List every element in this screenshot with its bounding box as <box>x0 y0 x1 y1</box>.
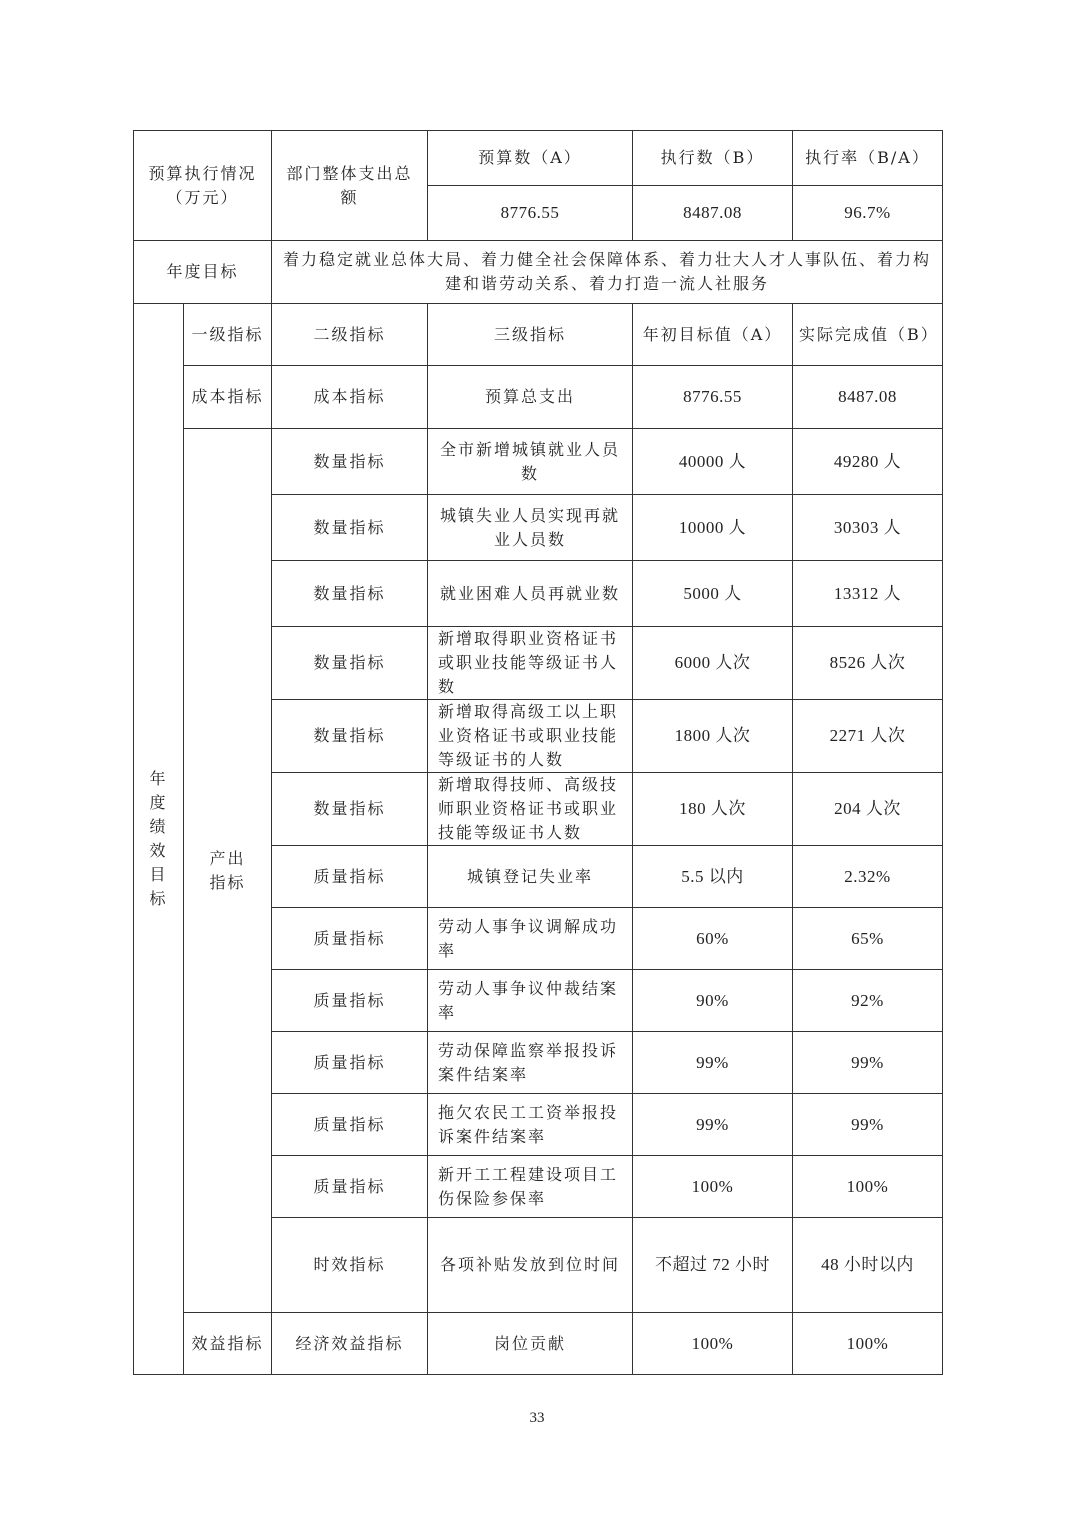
output-level2: 数量指标 <box>272 561 428 627</box>
output-actual: 204 人次 <box>793 773 943 846</box>
output-actual: 30303 人 <box>793 495 943 561</box>
output-level3: 城镇登记失业率 <box>428 846 633 908</box>
budget-value: 8776.55 <box>428 186 633 241</box>
output-level2: 质量指标 <box>272 970 428 1032</box>
output-level1: 产出指标 <box>184 429 272 1313</box>
output-actual: 100% <box>793 1156 943 1218</box>
budget-value: 8487.08 <box>633 186 793 241</box>
output-level3: 各项补贴发放到位时间 <box>428 1218 633 1313</box>
output-target: 5000 人 <box>633 561 793 627</box>
output-level2: 数量指标 <box>272 627 428 700</box>
annual-goal-label: 年度目标 <box>134 241 272 304</box>
output-target: 不超过 72 小时 <box>633 1218 793 1313</box>
budget-header: 预算数（A） <box>428 131 633 186</box>
output-actual: 13312 人 <box>793 561 943 627</box>
output-level3: 就业困难人员再就业数 <box>428 561 633 627</box>
output-level2: 数量指标 <box>272 773 428 846</box>
column-header: 二级指标 <box>272 304 428 366</box>
cost-level1: 成本指标 <box>184 366 272 429</box>
cost-target: 8776.55 <box>633 366 793 429</box>
output-actual: 2271 人次 <box>793 700 943 773</box>
output-target: 60% <box>633 908 793 970</box>
budget-header: 执行数（B） <box>633 131 793 186</box>
benefit-target: 100% <box>633 1313 793 1375</box>
output-target: 100% <box>633 1156 793 1218</box>
output-level2: 质量指标 <box>272 1156 428 1218</box>
cost-level2: 成本指标 <box>272 366 428 429</box>
budget-label: 预算执行情况（万元） <box>134 131 272 241</box>
output-actual: 2.32% <box>793 846 943 908</box>
output-level3: 城镇失业人员实现再就业人员数 <box>428 495 633 561</box>
output-actual: 65% <box>793 908 943 970</box>
column-header: 三级指标 <box>428 304 633 366</box>
output-level2: 时效指标 <box>272 1218 428 1313</box>
output-target: 99% <box>633 1094 793 1156</box>
output-level3: 新开工工程建设项目工伤保险参保率 <box>428 1156 633 1218</box>
output-actual: 8526 人次 <box>793 627 943 700</box>
output-level2: 质量指标 <box>272 1032 428 1094</box>
output-target: 5.5 以内 <box>633 846 793 908</box>
output-level2: 质量指标 <box>272 908 428 970</box>
cost-level3: 预算总支出 <box>428 366 633 429</box>
output-target: 40000 人 <box>633 429 793 495</box>
output-target: 6000 人次 <box>633 627 793 700</box>
budget-sub-label: 部门整体支出总额 <box>272 131 428 241</box>
performance-table <box>133 130 943 1375</box>
cost-actual: 8487.08 <box>793 366 943 429</box>
output-actual: 99% <box>793 1094 943 1156</box>
budget-value: 96.7% <box>793 186 943 241</box>
output-target: 180 人次 <box>633 773 793 846</box>
output-level3: 新增取得技师、高级技师职业资格证书或职业技能等级证书人数 <box>428 773 633 846</box>
output-level2: 数量指标 <box>272 495 428 561</box>
output-level2: 数量指标 <box>272 700 428 773</box>
column-header: 年初目标值（A） <box>633 304 793 366</box>
output-level3: 新增取得高级工以上职业资格证书或职业技能等级证书的人数 <box>428 700 633 773</box>
output-target: 99% <box>633 1032 793 1094</box>
output-target: 90% <box>633 970 793 1032</box>
output-level2: 质量指标 <box>272 1094 428 1156</box>
output-level3: 新增取得职业资格证书或职业技能等级证书人数 <box>428 627 633 700</box>
column-header: 一级指标 <box>184 304 272 366</box>
annual-goal-text: 着力稳定就业总体大局、着力健全社会保障体系、着力壮大人才人事队伍、着力构建和谐劳动关系、着力打造一流人社服务 <box>272 241 943 304</box>
output-actual: 49280 人 <box>793 429 943 495</box>
benefit-level2: 经济效益指标 <box>272 1313 428 1375</box>
page-number: 33 <box>529 1410 545 1426</box>
output-level3: 拖欠农民工工资举报投诉案件结案率 <box>428 1094 633 1156</box>
benefit-actual: 100% <box>793 1313 943 1375</box>
output-actual: 48 小时以内 <box>793 1218 943 1313</box>
output-target: 1800 人次 <box>633 700 793 773</box>
budget-header: 执行率（B/A） <box>793 131 943 186</box>
output-level3: 劳动人事争议调解成功率 <box>428 908 633 970</box>
output-level3: 劳动人事争议仲裁结案率 <box>428 970 633 1032</box>
output-actual: 99% <box>793 1032 943 1094</box>
output-level3: 全市新增城镇就业人员数 <box>428 429 633 495</box>
output-level2: 质量指标 <box>272 846 428 908</box>
output-actual: 92% <box>793 970 943 1032</box>
column-header: 实际完成值（B） <box>793 304 943 366</box>
output-target: 10000 人 <box>633 495 793 561</box>
benefit-level3: 岗位贡献 <box>428 1313 633 1375</box>
benefit-level1: 效益指标 <box>184 1313 272 1375</box>
output-level3: 劳动保障监察举报投诉案件结案率 <box>428 1032 633 1094</box>
performance-label: 年度绩效目标 <box>134 304 184 1375</box>
output-level2: 数量指标 <box>272 429 428 495</box>
